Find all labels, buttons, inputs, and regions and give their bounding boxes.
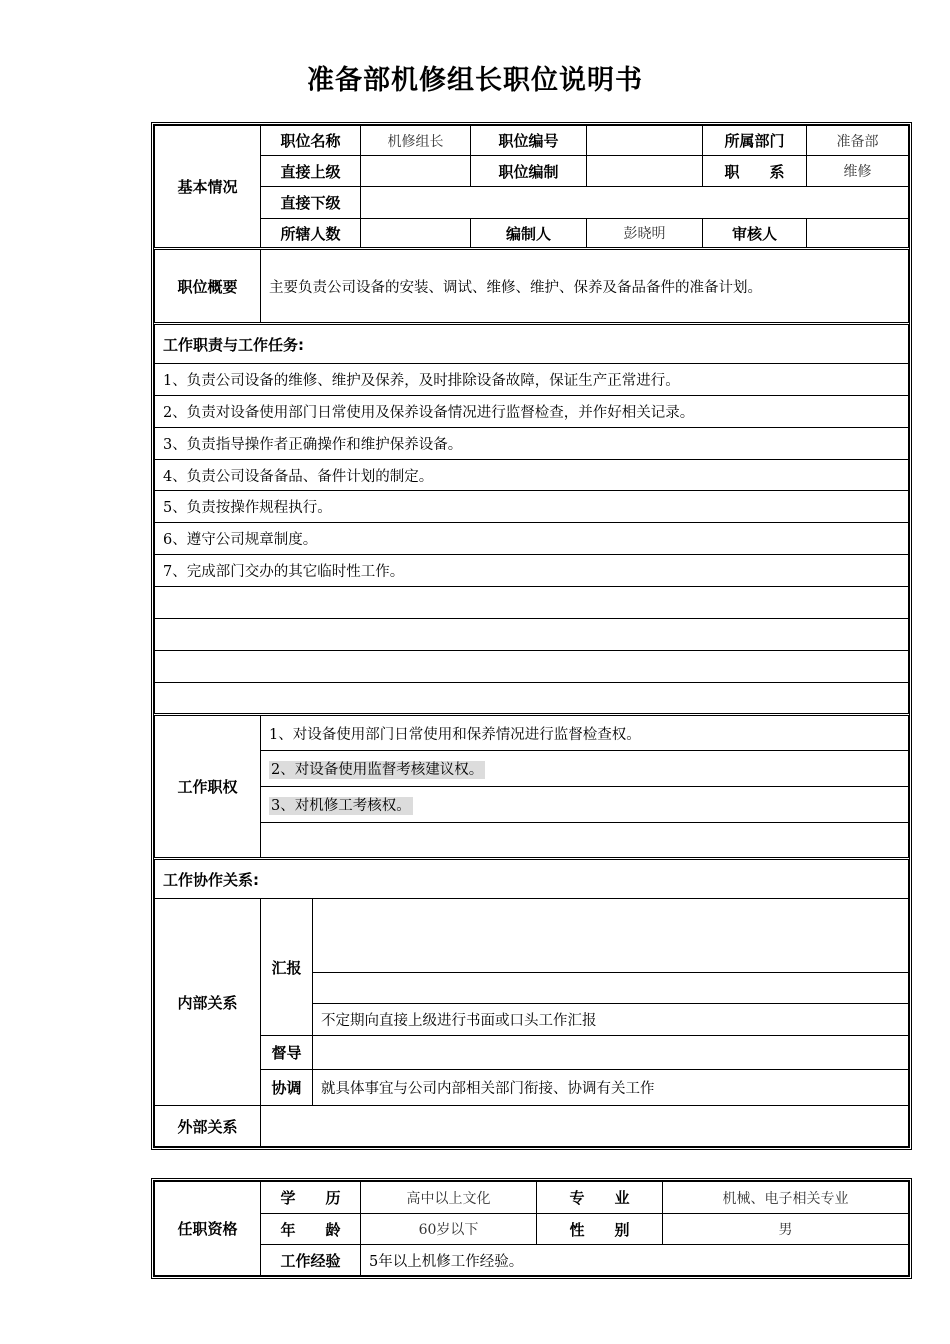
- report-label: 汇报: [261, 899, 313, 1036]
- qualification-table: [154, 1181, 909, 1276]
- headcount-value: [587, 156, 703, 187]
- job-family-value: 维修: [807, 156, 909, 187]
- external-relations-label: 外部关系: [155, 1106, 261, 1147]
- author-value: 彭晓明: [587, 219, 703, 249]
- department-value: 准备部: [807, 126, 909, 156]
- job-description-table: [154, 125, 909, 1147]
- department-label: 所属部门: [703, 126, 807, 156]
- position-code-value: [587, 126, 703, 156]
- gender-label: 性 别: [537, 1214, 663, 1245]
- experience-value: 5年以上机修工作经验。: [361, 1245, 909, 1276]
- authority-item: [261, 787, 909, 823]
- age-label: 年 龄: [261, 1214, 361, 1245]
- duty-item: 3、负责指导操作者正确操作和维护保养设备。: [155, 428, 909, 460]
- age-value: 60岁以下: [361, 1214, 537, 1245]
- major-label: 专 业: [537, 1182, 663, 1214]
- summary-label: 职位概要: [155, 249, 261, 324]
- duty-item: 1、负责公司设备的维修、维护及保养，及时排除设备故障，保证生产正常进行。: [155, 364, 909, 396]
- duty-item: 7、完成部门交办的其它临时性工作。: [155, 555, 909, 587]
- duty-empty-row: [155, 587, 909, 619]
- summary-text: 主要负责公司设备的安装、调试、维修、维护、保养及备品备件的准备计划。: [261, 249, 909, 324]
- education-label: 学 历: [261, 1182, 361, 1214]
- position-name-value: 机修组长: [361, 126, 471, 156]
- reviewer-value: [807, 219, 909, 249]
- page-title: 准备部机修组长职位说明书: [307, 65, 643, 96]
- internal-relations-label: 内部关系: [155, 899, 261, 1106]
- authority-empty-row: [261, 823, 909, 859]
- duty-item: 6、遵守公司规章制度。: [155, 523, 909, 555]
- experience-label: 工作经验: [261, 1245, 361, 1276]
- supervise-label: 督导: [261, 1036, 313, 1070]
- report-text: 不定期向直接上级进行书面或口头工作汇报: [313, 1004, 909, 1036]
- qualification-label: 任职资格: [155, 1182, 261, 1276]
- education-value: 高中以上文化: [361, 1182, 537, 1214]
- major-value: 机械、电子相关专业: [663, 1182, 909, 1214]
- direct-subordinate-value: [361, 187, 909, 219]
- duty-empty-row: [155, 651, 909, 683]
- authority-item: 1、对设备使用部门日常使用和保养情况进行监督检查权。: [261, 715, 909, 751]
- coordinate-text: 就具体事宜与公司内部相关部门衔接、协调有关工作: [313, 1070, 909, 1106]
- author-label: 编制人: [471, 219, 587, 249]
- duty-item: 4、负责公司设备备品、备件计划的制定。: [155, 460, 909, 491]
- authority-item-text: 3、对机修工考核权。: [271, 798, 411, 814]
- duty-item: 2、负责对设备使用部门日常使用及保养设备情况进行监督检查，并作好相关记录。: [155, 396, 909, 428]
- reviewer-label: 审核人: [703, 219, 807, 249]
- authority-label: 工作职权: [155, 715, 261, 859]
- job-family-label: 职 系: [703, 156, 807, 187]
- duty-empty-row: [155, 619, 909, 651]
- duty-item: 5、负责按操作规程执行。: [155, 491, 909, 523]
- position-code-label: 职位编号: [471, 126, 587, 156]
- supervise-value: [313, 1036, 909, 1070]
- direct-superior-label: 直接上级: [261, 156, 361, 187]
- gender-value: 男: [663, 1214, 909, 1245]
- staff-count-value: [361, 219, 471, 249]
- direct-subordinate-label: 直接下级: [261, 187, 361, 219]
- coordinate-label: 协调: [261, 1070, 313, 1106]
- report-empty-row: [313, 973, 909, 1004]
- duties-heading: 工作职责与工作任务:: [155, 324, 909, 364]
- position-name-label: 职位名称: [261, 126, 361, 156]
- duty-empty-row: [155, 683, 909, 715]
- basic-section-label: 基本情况: [155, 126, 261, 249]
- authority-item: [261, 751, 909, 787]
- direct-superior-value: [361, 156, 471, 187]
- authority-item-text: 2、对设备使用监督考核建议权。: [271, 762, 484, 778]
- headcount-label: 职位编制: [471, 156, 587, 187]
- relations-heading: 工作协作关系:: [155, 859, 909, 899]
- external-relations-value: [261, 1106, 909, 1147]
- staff-count-label: 所辖人数: [261, 219, 361, 249]
- report-empty-row: [313, 899, 909, 973]
